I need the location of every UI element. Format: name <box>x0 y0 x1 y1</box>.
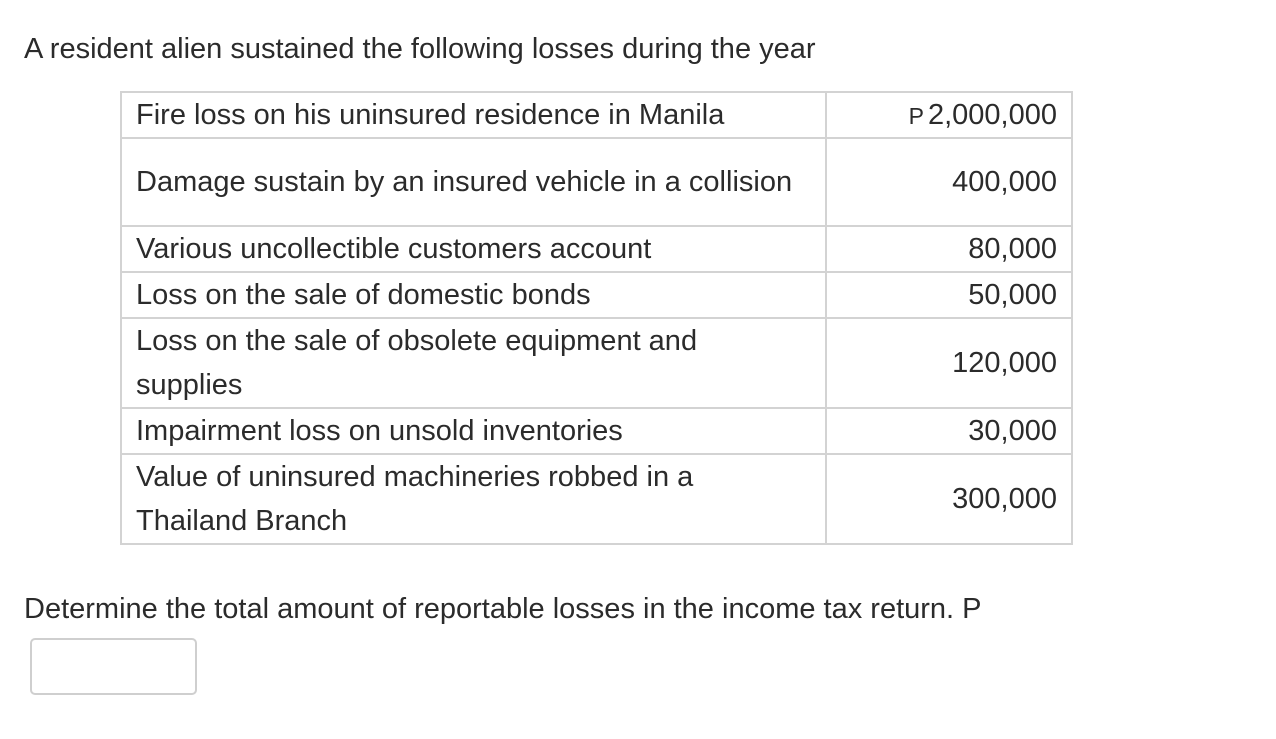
loss-amount: 30,000 <box>826 408 1072 454</box>
table-row <box>121 408 1072 454</box>
table-row <box>121 92 1072 138</box>
loss-description: Value of uninsured machineries robbed in a Thailand Branch <box>121 454 826 544</box>
loss-amount: 80,000 <box>826 226 1072 272</box>
loss-amount: 400,000 <box>826 138 1072 226</box>
loss-description: Various uncollectible customers account <box>121 226 826 272</box>
table-row <box>121 226 1072 272</box>
loss-amount: 2,000,000 <box>927 98 1057 131</box>
loss-amount: 50,000 <box>826 272 1072 318</box>
table-row <box>121 138 1072 226</box>
question-text: Determine the total amount of reportable losses in the income tax return. P <box>24 593 982 625</box>
loss-amount: 120,000 <box>826 318 1072 408</box>
loss-amount: 300,000 <box>826 454 1072 544</box>
loss-description: Fire loss on his uninsured residence in Manila <box>121 92 826 138</box>
losses-table <box>120 91 1073 545</box>
loss-description: Loss on the sale of domestic bonds <box>121 272 826 318</box>
loss-description: Loss on the sale of obsolete equipment and supplies <box>121 318 826 408</box>
loss-description: Impairment loss on unsold inventories <box>121 408 826 454</box>
intro-text: A resident alien sustained the following losses during the year <box>24 33 816 65</box>
loss-description: Damage sustain by an insured vehicle in a collision <box>121 138 826 226</box>
table-row <box>121 454 1072 544</box>
table-row <box>121 318 1072 408</box>
answer-input[interactable] <box>30 638 197 695</box>
currency-prefix: P <box>908 102 924 129</box>
table-row <box>121 272 1072 318</box>
loss-amount-cell <box>826 92 1072 138</box>
